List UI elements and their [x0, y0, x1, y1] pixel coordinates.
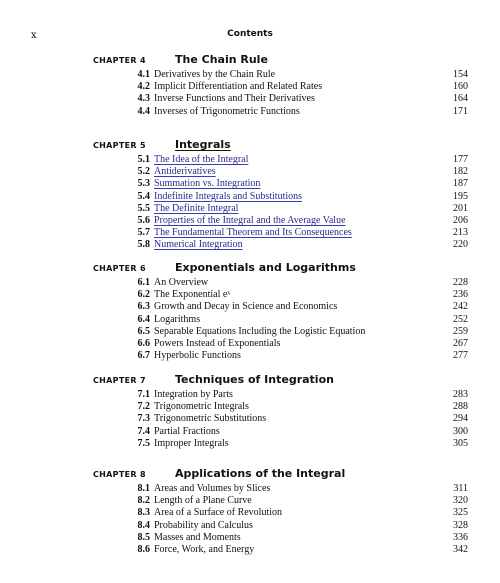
toc-entry: [0, 507, 500, 519]
section-page: 294: [453, 413, 468, 425]
section-page: 213: [453, 227, 468, 239]
section-title: Implicit Differentiation and Related Rates: [154, 81, 323, 93]
section-title: Inverses of Trigonometric Functions: [154, 105, 300, 117]
section-number: 8.4: [137, 519, 150, 531]
chapter-label: CHAPTER: [93, 264, 137, 273]
section-title: Separable Equations Including the Logistic Equation: [154, 325, 366, 337]
section-number: 7.1: [137, 389, 150, 400]
toc-entry: [0, 93, 500, 105]
toc-entry: [0, 326, 500, 338]
toc-entry: [0, 314, 500, 326]
section-page: 267: [453, 337, 468, 349]
section-page: 325: [453, 507, 468, 519]
section-number: 6.2: [137, 289, 150, 301]
section-number: 5.4: [137, 190, 150, 202]
section-number: 5.2: [137, 166, 150, 178]
section-page: 242: [453, 301, 468, 313]
section-title: Powers Instead of Exponentials: [154, 337, 281, 349]
running-title: Contents: [227, 29, 273, 39]
section-number: 6.5: [137, 325, 150, 337]
section-number: 7.5: [137, 437, 150, 449]
section-number: 6.6: [137, 337, 150, 349]
toc-entry: [0, 389, 500, 401]
toc-entry: [0, 413, 500, 425]
section-page: 201: [453, 202, 468, 214]
section-number: 4.1: [137, 69, 150, 80]
section-page: 236: [453, 289, 468, 301]
section-number: 7.2: [137, 401, 150, 413]
section-page: 300: [453, 425, 468, 437]
section-page: 320: [453, 495, 468, 507]
section-number: 8.2: [137, 495, 150, 507]
toc-entry: [0, 520, 500, 532]
toc-entry: [0, 69, 500, 81]
toc-entry: [0, 350, 500, 362]
section-number: 5.6: [137, 214, 150, 226]
section-title: An Overview: [154, 277, 209, 288]
section-title: Length of a Plane Curve: [154, 495, 252, 507]
toc-entry: [0, 495, 500, 507]
chapter-title: Techniques of Integration: [175, 373, 334, 386]
section-page: 228: [453, 277, 468, 288]
section-page: 164: [453, 93, 468, 105]
section-number: 4.2: [137, 81, 150, 93]
toc-entry: [0, 191, 500, 203]
section-number: 5.5: [137, 202, 150, 214]
toc-entry: [0, 289, 500, 301]
chapter-number: 5: [140, 141, 146, 150]
toc-entry: [0, 544, 500, 556]
section-number: 6.4: [137, 313, 150, 325]
section-link[interactable]: Numerical Integration: [154, 239, 243, 251]
section-number: 8.5: [137, 531, 150, 543]
toc-entry: [0, 532, 500, 544]
chapter-number: 4: [140, 56, 146, 65]
toc-entry: [0, 338, 500, 350]
section-number: 6.3: [137, 301, 150, 313]
section-number: 6.1: [137, 277, 150, 288]
section-page: 328: [453, 519, 468, 531]
section-page: 154: [453, 69, 468, 80]
section-title: Partial Fractions: [154, 425, 220, 437]
section-page: 259: [453, 325, 468, 337]
toc-entry: [0, 81, 500, 93]
section-number: 8.3: [137, 507, 150, 519]
section-title: Growth and Decay in Science and Economics: [154, 301, 338, 313]
section-page: 277: [453, 350, 468, 362]
section-title: The Exponential eˣ: [154, 289, 231, 301]
section-number: 5.8: [137, 239, 150, 251]
toc-entry: [0, 227, 500, 239]
section-title: Integration by Parts: [154, 389, 233, 400]
section-title: Hyperbolic Functions: [154, 350, 241, 362]
section-page: 187: [453, 178, 468, 190]
section-page: 252: [453, 313, 468, 325]
toc-entry: [0, 106, 500, 118]
page-number: x: [31, 30, 37, 41]
section-page: 336: [453, 531, 468, 543]
section-title: Masses and Moments: [154, 531, 241, 543]
section-number: 7.4: [137, 425, 150, 437]
chapter-title: The Chain Rule: [175, 53, 268, 66]
toc-entry: [0, 239, 500, 251]
chapter-title-link[interactable]: Integrals: [175, 138, 231, 151]
section-title: Improper Integrals: [154, 437, 229, 449]
toc-entry: [0, 178, 500, 190]
section-page: 220: [453, 239, 468, 251]
section-number: 6.7: [137, 350, 150, 362]
section-page: 171: [453, 105, 468, 117]
section-page: 283: [453, 389, 468, 400]
section-title: Derivatives by the Chain Rule: [154, 69, 276, 80]
section-link[interactable]: The Fundamental Theorem and Its Consequences: [154, 227, 352, 239]
section-number: 5.3: [137, 178, 150, 190]
section-page: 342: [453, 543, 468, 555]
section-page: 305: [453, 437, 468, 449]
section-title: Trigonometric Substitutions: [154, 413, 267, 425]
section-link[interactable]: The Idea of the Integral: [154, 154, 249, 165]
toc-entry: [0, 215, 500, 227]
toc-entry: [0, 301, 500, 313]
chapter-label: CHAPTER: [93, 376, 137, 385]
section-link[interactable]: Antiderivatives: [154, 166, 216, 178]
chapter-number: 7: [140, 376, 146, 385]
section-number: 5.7: [137, 227, 150, 239]
section-page: 182: [453, 166, 468, 178]
section-page: 311: [453, 483, 468, 494]
toc-entry: [0, 166, 500, 178]
section-title: Probability and Calculus: [154, 519, 253, 531]
section-page: 288: [453, 401, 468, 413]
section-number: 5.1: [137, 154, 150, 165]
toc-entry: [0, 401, 500, 413]
section-number: 8.1: [137, 483, 150, 494]
section-title: Force, Work, and Energy: [154, 543, 255, 555]
chapter-label: CHAPTER: [93, 141, 137, 150]
toc-entry: [0, 483, 500, 495]
section-link[interactable]: Indefinite Integrals and Substitutions: [154, 190, 303, 202]
section-link[interactable]: Properties of the Integral and the Average Value: [154, 214, 346, 226]
section-title: Logarithms: [154, 313, 201, 325]
section-title: Trigonometric Integrals: [154, 401, 249, 413]
section-title: Inverse Functions and Their Derivatives: [154, 93, 315, 105]
section-page: 195: [453, 190, 468, 202]
chapter-title: Exponentials and Logarithms: [175, 261, 356, 274]
section-link[interactable]: Summation vs. Integration: [154, 178, 261, 190]
chapter-label: CHAPTER: [93, 56, 137, 65]
chapter-title: Applications of the Integral: [175, 467, 346, 480]
toc-entry: [0, 426, 500, 438]
section-number: 4.3: [137, 93, 150, 105]
toc-entry: [0, 277, 500, 289]
section-number: 4.4: [137, 105, 150, 117]
section-link[interactable]: The Definite Integral: [154, 202, 239, 214]
chapter-number: 6: [140, 264, 146, 273]
toc-entry: [0, 438, 500, 450]
toc-entry: [0, 154, 500, 166]
chapter-number: 8: [140, 470, 146, 479]
section-title: Area of a Surface of Revolution: [154, 507, 283, 519]
section-page: 206: [453, 214, 468, 226]
section-title: Areas and Volumes by Slices: [154, 483, 271, 494]
section-page: 177: [453, 154, 468, 165]
section-number: 7.3: [137, 413, 150, 425]
chapter-label: CHAPTER: [93, 470, 137, 479]
toc-entry: [0, 203, 500, 215]
section-number: 8.6: [137, 543, 150, 555]
section-page: 160: [453, 81, 468, 93]
